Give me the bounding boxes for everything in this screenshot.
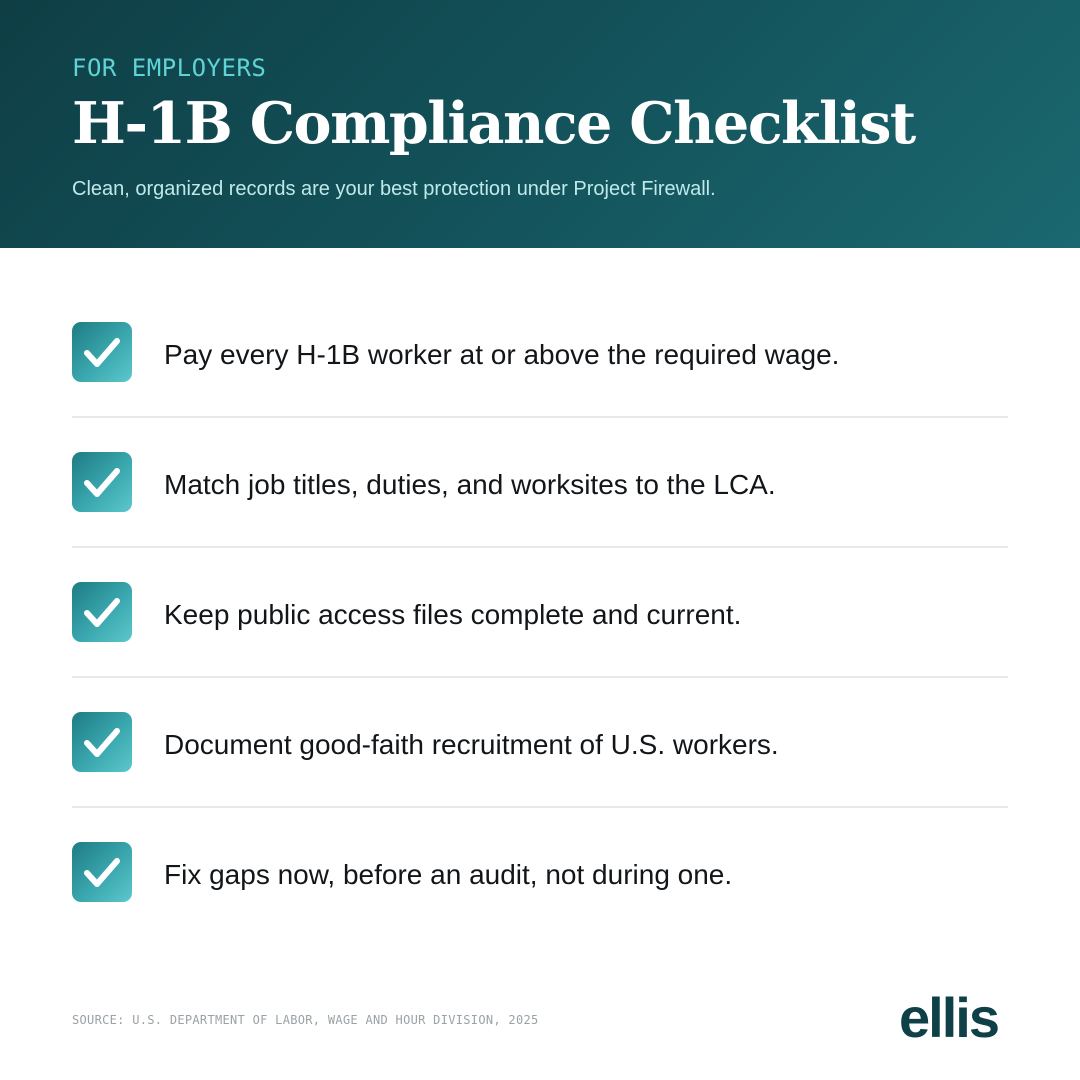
checklist-item bbox=[72, 288, 1008, 418]
eyebrow-label: FOR EMPLOYERS bbox=[72, 54, 267, 82]
checklist-item bbox=[72, 418, 1008, 548]
checkmark-icon bbox=[72, 452, 132, 512]
checkmark-icon bbox=[72, 842, 132, 902]
checklist-item-text: Document good-faith recruitment of U.S. workers. bbox=[164, 729, 779, 760]
checklist-item bbox=[72, 548, 1008, 678]
header-banner bbox=[0, 0, 1080, 248]
checklist-item-text: Match job titles, duties, and worksites to the LCA. bbox=[164, 469, 776, 500]
checklist-item bbox=[72, 678, 1008, 808]
checklist-item bbox=[72, 808, 1008, 938]
checklist-item-text: Pay every H-1B worker at or above the required wage. bbox=[164, 339, 840, 370]
checklist bbox=[72, 288, 1008, 938]
page-title: H-1B Compliance Checklist bbox=[72, 90, 915, 157]
checkmark-icon bbox=[72, 322, 132, 382]
checklist-item-text: Fix gaps now, before an audit, not during one. bbox=[164, 859, 733, 890]
source-citation: SOURCE: U.S. DEPARTMENT OF LABOR, WAGE AND HOUR DIVISION, 2025 bbox=[72, 1013, 539, 1027]
checkmark-icon bbox=[72, 712, 132, 772]
checkmark-icon bbox=[72, 582, 132, 642]
brand-logo: ellis bbox=[899, 986, 998, 1049]
page-subtitle: Clean, organized records are your best protection under Project Firewall. bbox=[72, 178, 716, 200]
checklist-item-text: Keep public access files complete and current. bbox=[164, 599, 742, 630]
